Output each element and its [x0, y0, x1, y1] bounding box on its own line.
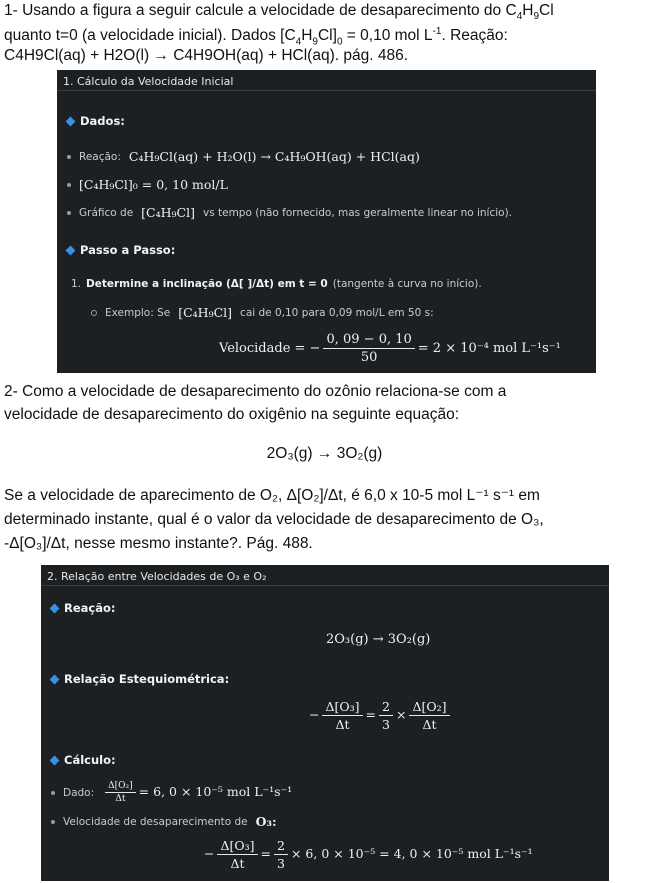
graph-bullet: Gráfico de [C₄H₉Cl] vs tempo (não fornecido, mas geralmente linear no início).	[67, 205, 512, 220]
passo-header: Passo a Passo:	[67, 243, 175, 257]
question-2-line-1: 2- Como a velocidade de desaparecimento do ozônio relaciona-se com a	[4, 383, 507, 400]
question-1-line-2: quanto t=0 (a velocidade inicial). Dados $[C_4H_9Cl]_0 = 0,10$ mol $L^{-1}$. Reação:	[4, 26, 508, 48]
reacao-header: Reação:	[51, 601, 116, 615]
bullet-dot-icon	[67, 211, 71, 215]
final-calculation: − $\frac{\text{Δ[O₃]}}{\Delta t}$ = $\frac{2}{3}$ × 6, 0 × 10⁻⁵ = 4, 0 × 10⁻⁵ mol L⁻¹s⁻¹	[204, 838, 533, 871]
panel-2-reaction: 2O₃(g) → 3O₂(g)	[326, 632, 431, 647]
diamond-icon	[50, 603, 60, 613]
solution-panel-2	[41, 565, 609, 881]
stoichiometric-relation: − $\frac{\text{Δ[O₃]}}{\Delta t}$ = $\frac{2}{3}$ × $\frac{\text{Δ[O₂]}}{\Delta t}$	[309, 699, 453, 732]
question-2-line-4: determinado instante, qual é o valor da velocidade de desaparecimento de O₃,	[4, 511, 544, 528]
panel-1-divider	[57, 90, 596, 91]
bullet-dot-icon	[51, 791, 55, 795]
diamond-icon	[50, 755, 60, 765]
reaction-bullet: Reação: C₄H₉Cl(aq) + H₂O(l) → C₄H₉OH(aq) + HCl(aq)	[67, 149, 420, 164]
velocity-formula: Velocidade = − $\frac{0, 09 - 0, 10}{50}$ = 2 × 10⁻⁴ mol L⁻¹s⁻¹	[219, 332, 561, 365]
calculo-header: Cálculo:	[51, 753, 116, 767]
dados-header: Dados:	[67, 114, 125, 128]
panel-2-title: 2. Relação entre Velocidades de O₃ e O₂	[47, 570, 267, 583]
bullet-dot-icon	[67, 155, 71, 159]
concentration-bullet: [C₄H₉Cl]₀ = 0, 10 mol/L	[67, 177, 228, 192]
question-2-line-3: Se a velocidade de aparecimento de O₂, Δ[O₂]/Δt, é 6,0 x 10-5 mol L⁻¹ s⁻¹ em	[4, 487, 540, 504]
diamond-icon	[66, 245, 76, 255]
diamond-icon	[66, 116, 76, 126]
example-bullet: Exemplo: Se [C₄H₉Cl] cai de 0,10 para 0,09 mol/L em 50 s:	[91, 305, 434, 320]
dado-bullet: Dado: $\frac{\text{Δ[O₂]}}{\Delta t}$ = 6, 0 × 10⁻⁵ mol L⁻¹s⁻¹	[51, 781, 292, 804]
relacao-header: Relação Estequiométrica:	[51, 672, 229, 686]
question-1-line-1: 1- Usando a figura a seguir calcule a velocidade de desaparecimento do $C_4H_9Cl$	[4, 2, 554, 23]
velocidade-bullet: Velocidade de desaparecimento de O₃:	[51, 814, 277, 829]
diamond-icon	[50, 674, 60, 684]
panel-1-title: 1. Cálculo da Velocidade Inicial	[63, 75, 234, 88]
bullet-dot-icon	[67, 183, 71, 187]
solution-panel-1	[57, 70, 596, 373]
question-2-equation: 2O₃(g) → 3O₂(g)	[266, 445, 383, 462]
step-1: 1. Determine a inclinação (Δ[ ]/Δt) em t = 0 (tangente à curva no início).	[71, 278, 482, 290]
question-1-line-3: C4H9Cl(aq) + H2O(l) → C4H9OH(aq) + HCl(aq). pág. 486.	[4, 47, 408, 64]
question-2-line-5: -Δ[O₃]/Δt, nesse mesmo instante?. Pág. 488.	[4, 535, 313, 552]
bullet-ring-icon	[91, 310, 97, 316]
panel-2-divider	[41, 585, 609, 586]
question-2-line-2: velocidade de desaparecimento do oxigênio na seguinte equação:	[4, 406, 460, 423]
bullet-dot-icon	[51, 820, 55, 824]
